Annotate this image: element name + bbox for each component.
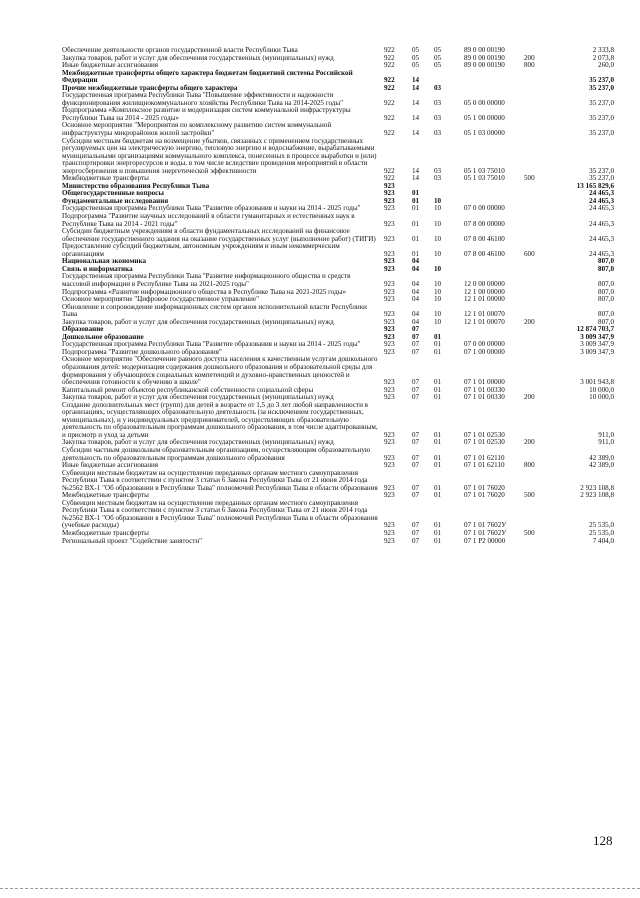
row-target-article: 12 1 01 00000 <box>464 295 505 304</box>
row-expense-type: 200 <box>524 53 535 62</box>
row-target-article: 05 1 00 00000 <box>464 113 505 122</box>
row-target-article: 07 8 00 00000 <box>464 219 505 228</box>
row-amount: 42 389,0 <box>589 453 614 462</box>
row-ved-code: 923 <box>384 204 395 213</box>
row-section-code: 07 <box>412 332 420 341</box>
row-section-code: 07 <box>412 521 420 530</box>
row-amount: 10 000,0 <box>589 385 614 394</box>
row-ved-code: 923 <box>384 385 395 394</box>
row-ved-code: 923 <box>384 461 395 470</box>
row-target-article: 07 1 01 76020 <box>464 483 505 492</box>
row-amount: 12 874 703,7 <box>576 325 614 334</box>
row-section-code: 07 <box>412 430 420 439</box>
row-subsection-code: 10 <box>434 287 442 296</box>
row-ved-code: 923 <box>384 279 395 288</box>
row-target-article: 07 0 00 00000 <box>464 340 505 349</box>
row-name: Межбюджетные трансферты общего характера бюджетам бюджетной системы Российской Федерации <box>62 68 353 85</box>
row-target-article: 07 1 01 62110 <box>464 461 505 470</box>
row-subsection-code: 01 <box>434 347 442 356</box>
row-amount: 24 465,3 <box>589 249 614 258</box>
row-ved-code: 922 <box>384 166 395 175</box>
row-target-article: 07 1 01 7602У <box>464 529 507 537</box>
row-name: Дошкольное образование <box>62 332 144 341</box>
row-section-code: 04 <box>412 310 420 319</box>
row-ved-code: 923 <box>384 430 395 439</box>
row-ved-code: 923 <box>384 317 395 326</box>
page-number: 128 <box>593 833 613 848</box>
table-row <box>62 402 614 440</box>
row-ved-code: 923 <box>384 219 395 228</box>
row-subsection-code: 01 <box>434 340 442 349</box>
row-ved-code: 923 <box>384 234 395 243</box>
row-subsection-code: 10 <box>434 279 442 288</box>
row-amount: 2 923 108,8 <box>580 491 614 500</box>
row-subsection-code: 01 <box>434 430 442 439</box>
row-expense-type: 500 <box>524 491 535 500</box>
row-name: Предоставление субсидий бюджетным, автономным учреждениям и иным некоммерческим организациям <box>62 242 340 258</box>
table-row <box>62 138 614 176</box>
row-subsection-code: 01 <box>434 332 442 341</box>
row-name: Межбюджетные трансферты <box>62 491 149 500</box>
row-amount: 911,0 <box>598 438 614 447</box>
row-amount: 25 535,0 <box>589 529 614 537</box>
row-section-code: 07 <box>412 385 420 394</box>
row-expense-type: 500 <box>524 529 535 537</box>
row-ved-code: 923 <box>384 521 395 530</box>
row-expense-type: 200 <box>524 393 535 402</box>
row-name: Закупка товаров, работ и услуг для обеспечения государственных (муниципальных) нужд <box>62 393 334 402</box>
row-amount: 35 237,0 <box>589 76 614 85</box>
row-ved-code: 923 <box>384 378 395 387</box>
row-amount: 13 165 829,6 <box>576 181 614 190</box>
row-subsection-code: 01 <box>434 461 442 470</box>
row-name: Закупка товаров, работ и услуг для обеспечения государственных (муниципальных) нужд <box>62 317 334 326</box>
row-target-article: 07 1 01 00330 <box>464 393 505 402</box>
row-subsection-code: 01 <box>434 393 442 402</box>
row-subsection-code: 10 <box>434 295 442 304</box>
row-section-code: 05 <box>412 61 420 70</box>
row-name: Иные бюджетные ассигнования <box>62 61 159 70</box>
row-section-code: 07 <box>412 453 420 462</box>
row-section-code: 07 <box>412 340 420 349</box>
row-ved-code: 922 <box>384 76 395 85</box>
row-target-article: 05 1 03 00000 <box>464 129 505 138</box>
row-amount: 911,0 <box>598 430 614 439</box>
table-row <box>62 243 614 258</box>
row-section-code: 07 <box>412 347 420 356</box>
row-section-code: 05 <box>412 46 420 54</box>
row-ved-code: 923 <box>384 536 395 545</box>
row-amount: 807,0 <box>598 279 614 288</box>
row-name: Подпрограмма «Комплексное развитие и модернизация систем коммунальной инфраструктуры Республики Тыва на 2014 - 2025 годы» <box>62 106 351 122</box>
row-amount: 807,0 <box>598 295 614 304</box>
row-amount: 10 000,0 <box>589 393 614 402</box>
row-ved-code: 922 <box>384 174 395 183</box>
row-amount: 3 009 347,9 <box>580 340 614 349</box>
row-target-article: 07 1 00 00000 <box>464 347 505 356</box>
row-amount: 2 073,8 <box>592 53 614 62</box>
row-name: Образование <box>62 325 104 334</box>
row-name: Субвенции местным бюджетам на осуществление переданных органам местного самоуправления Республики Тыва в соответствии с пунктом 3 статьи 6 Закона Республики Тыва от 21 июня 2014 года №2562 ВХ-1 "Об образовании в Республике Тыва" полномочий Республики Тыва в области образования <box>62 468 378 492</box>
row-expense-type: 200 <box>524 438 535 447</box>
row-amount: 2 333,8 <box>592 46 614 54</box>
row-amount: 807,0 <box>598 287 614 296</box>
table-row <box>62 356 614 386</box>
row-name: Фундаментальные исследования <box>62 196 169 205</box>
row-ved-code: 922 <box>384 129 395 138</box>
row-section-code: 07 <box>412 461 420 470</box>
table-row <box>62 258 614 266</box>
row-amount: 24 465,3 <box>589 204 614 213</box>
row-ved-code: 923 <box>384 196 395 205</box>
row-section-code: 01 <box>412 189 420 198</box>
row-section-code: 01 <box>412 234 420 243</box>
row-section-code: 01 <box>412 204 420 213</box>
row-name: Закупка товаров, работ и услуг для обеспечения государственных (муниципальных) нужд <box>62 53 334 62</box>
row-target-article: 07 1 01 00000 <box>464 378 505 387</box>
row-expense-type: 800 <box>524 61 535 70</box>
row-target-article: 07 1 01 02530 <box>464 438 505 447</box>
row-ved-code: 923 <box>384 529 395 537</box>
row-subsection-code: 10 <box>434 204 442 213</box>
row-name: Создание дополнительных мест (групп) для детей в возрасте от 1,5 до 3 лет любой направленности в организациях, осуществляющих образовательную деятельность (за исключением государственных, муниципальных), и у индивидуальных предпринимателей, осуществляющих образовательную деятельность по образовательным программам дошкольного образования, в том числе адаптированным, и присмотр и уход за детьми <box>62 400 378 439</box>
row-section-code: 01 <box>412 196 420 205</box>
row-target-article: 12 1 01 00070 <box>464 317 505 326</box>
row-ved-code: 923 <box>384 181 395 190</box>
row-amount: 35 237,0 <box>589 113 614 122</box>
row-amount: 807,0 <box>598 310 614 319</box>
row-ved-code: 923 <box>384 310 395 319</box>
row-ved-code: 923 <box>384 453 395 462</box>
row-ved-code: 923 <box>384 249 395 258</box>
row-subsection-code: 10 <box>434 310 442 319</box>
row-ved-code: 923 <box>384 340 395 349</box>
row-section-code: 07 <box>412 393 420 402</box>
row-amount: 25 535,0 <box>589 521 614 530</box>
row-name: Министерство образования Республики Тыва <box>62 181 210 190</box>
row-section-code: 07 <box>412 529 420 537</box>
row-subsection-code: 10 <box>434 234 442 243</box>
row-expense-type: 600 <box>524 249 535 258</box>
row-target-article: 89 0 00 00190 <box>464 46 505 54</box>
row-target-article: 05 0 00 00000 <box>464 98 505 107</box>
row-section-code: 07 <box>412 325 420 334</box>
row-ved-code: 923 <box>384 295 395 304</box>
row-subsection-code: 01 <box>434 521 442 530</box>
row-ved-code: 923 <box>384 491 395 500</box>
row-expense-type: 200 <box>524 317 535 326</box>
row-subsection-code: 01 <box>434 438 442 447</box>
row-subsection-code: 03 <box>434 129 442 138</box>
row-name: Закупка товаров, работ и услуг для обеспечения государственных (муниципальных) нужд <box>62 438 334 447</box>
row-section-code: 04 <box>412 264 420 273</box>
row-ved-code: 923 <box>384 257 395 266</box>
row-subsection-code: 01 <box>434 378 442 387</box>
row-subsection-code: 05 <box>434 53 442 62</box>
table-row <box>62 273 614 288</box>
row-amount: 3 001 943,8 <box>580 378 614 387</box>
row-name: Подпрограмма "Развитие дошкольного образования" <box>62 347 222 356</box>
row-expense-type: 500 <box>524 174 535 183</box>
footer-divider <box>0 888 640 889</box>
row-name: Основное мероприятие "Цифровое государственное управление" <box>62 295 260 304</box>
row-amount: 807,0 <box>598 264 614 273</box>
row-subsection-code: 10 <box>434 196 442 205</box>
row-target-article: 07 1 01 02530 <box>464 430 505 439</box>
row-section-code: 04 <box>412 279 420 288</box>
row-target-article: 07 1 01 76020 <box>464 491 505 500</box>
row-amount: 3 009 347,9 <box>580 347 614 356</box>
table-row <box>62 70 614 85</box>
row-name: Межбюджетные трансферты <box>62 174 149 183</box>
row-name: Капитальный ремонт объектов республиканской собственности социальной сферы <box>62 385 314 394</box>
row-section-code: 01 <box>412 249 420 258</box>
table-row <box>62 470 614 493</box>
row-target-article: 89 0 00 00190 <box>464 53 505 62</box>
row-section-code: 14 <box>412 76 420 85</box>
row-subsection-code: 03 <box>434 113 442 122</box>
row-name: Связь и информатика <box>62 264 133 273</box>
row-ved-code: 923 <box>384 347 395 356</box>
row-subsection-code: 01 <box>434 529 442 537</box>
row-name: Субсидии местным бюджетам на возмещение убытков, связанных с применением государственных регулируемых цен на электрическую энергию, тепловую энергию и водоснабжение, вырабатываемыми муниципальными организациями коммунального комплекса, понесенных в процессе выработки и (или) транспортировки энергоресурсов и воды, в том числе вследствие проведения мероприятий в области энергосбережения и повышения энергетической эффективности <box>62 136 377 175</box>
table-row <box>62 304 614 319</box>
row-amount: 35 237,0 <box>589 174 614 183</box>
row-section-code: 07 <box>412 378 420 387</box>
row-subsection-code: 01 <box>434 453 442 462</box>
row-amount: 24 465,3 <box>589 189 614 198</box>
row-amount: 35 237,0 <box>589 98 614 107</box>
row-amount: 35 237,0 <box>589 129 614 138</box>
row-target-article: 89 0 00 00190 <box>464 61 505 70</box>
row-ved-code: 923 <box>384 393 395 402</box>
row-section-code: 01 <box>412 219 420 228</box>
row-expense-type: 800 <box>524 461 535 470</box>
row-amount: 24 465,3 <box>589 219 614 228</box>
table-row <box>62 122 614 137</box>
row-ved-code: 922 <box>384 83 395 92</box>
row-section-code: 14 <box>412 166 420 175</box>
row-amount: 3 009 347,9 <box>580 332 614 341</box>
row-subsection-code: 01 <box>434 536 442 545</box>
row-section-code: 07 <box>412 483 420 492</box>
row-ved-code: 923 <box>384 189 395 198</box>
row-section-code: 04 <box>412 317 420 326</box>
table-row <box>62 319 614 327</box>
row-section-code: 05 <box>412 53 420 62</box>
budget-table <box>62 47 614 545</box>
row-name: Основное мероприятие "Мероприятия по комплексному развитию систем коммунальной инфраструктуры микрорайонов жилой застройки" <box>62 121 332 138</box>
row-name: Прочие межбюджетные трансферты общего характера <box>62 83 238 92</box>
row-section-code: 04 <box>412 257 420 266</box>
row-target-article: 07 8 00 46100 <box>464 234 505 243</box>
row-section-code: 14 <box>412 113 420 122</box>
row-target-article: 12 0 00 00000 <box>464 279 505 288</box>
row-name: Иные бюджетные ассигнования <box>62 461 159 470</box>
row-ved-code: 923 <box>384 264 395 273</box>
row-subsection-code: 03 <box>434 174 442 183</box>
row-name: Подпрограмма «Развитие информационного общества в Республике Тыва на 2021-2025 годы» <box>62 287 347 296</box>
row-name: Государственная программа Республики Тыва "Развитие информационного общества и средств массовой информации в Республике Тыва на 2021-2025 годы" <box>62 272 351 288</box>
row-ved-code: 922 <box>384 113 395 122</box>
table-row <box>62 447 614 462</box>
row-subsection-code: 01 <box>434 385 442 394</box>
table-row <box>62 92 614 107</box>
row-target-article: 07 1 Р2 00000 <box>464 536 506 545</box>
row-section-code: 07 <box>412 438 420 447</box>
row-target-article: 07 1 01 7602У <box>464 521 507 530</box>
row-section-code: 04 <box>412 287 420 296</box>
row-section-code: 14 <box>412 83 420 92</box>
row-target-article: 12 1 01 00070 <box>464 310 505 319</box>
row-ved-code: 922 <box>384 53 395 62</box>
row-name: Обновление и сопровождение информационных систем органов исполнительной власти Республики Тыва <box>62 302 367 319</box>
row-amount: 24 465,3 <box>589 234 614 243</box>
row-target-article: 07 8 00 46100 <box>464 249 505 258</box>
row-amount: 35 237,0 <box>589 166 614 175</box>
table-row <box>62 213 614 228</box>
row-name: Основное мероприятие "Обеспечение равного доступа населения к качественным услугам дошкольного образования детей: модернизация содержания дошкольного образования и образовательной среды для формирования у обучающихся социальных компетенций и духовно-нравственных ценностей и обеспечения готовности к обучению в школе" <box>62 355 378 387</box>
row-amount: 807,0 <box>598 257 614 266</box>
table-row <box>62 500 614 530</box>
row-target-article: 05 1 03 75010 <box>464 166 505 175</box>
row-subsection-code: 10 <box>434 249 442 258</box>
row-name: Субвенции местным бюджетам на осуществление переданных органам местного самоуправления Республики Тыва в соответствии с пунктом 3 статьи 6 Закона Республики Тыва от 21 июня 2014 года №2562 ВХ-1 "Об образовании в Республике Тыва" полномочий Республики Тыва в области образования (учебные расходы) <box>62 498 378 530</box>
row-subsection-code: 03 <box>434 98 442 107</box>
row-target-article: 12 1 00 00000 <box>464 287 505 296</box>
row-name: Государственная программа Республики Тыва "Развитие образования и науки на 2014 - 2025 годы" <box>62 204 361 213</box>
row-name: Обеспечение деятельности органов государственной власти Республики Тыва <box>62 46 298 54</box>
row-name: Подпрограмма "Развитие научных исследований в области гуманитарных и естественных наук в Республике Тыва на 2014 - 2021 годы" <box>62 212 355 228</box>
row-ved-code: 923 <box>384 483 395 492</box>
row-ved-code: 923 <box>384 438 395 447</box>
row-section-code: 04 <box>412 295 420 304</box>
row-subsection-code: 01 <box>434 491 442 500</box>
row-name: Межбюджетные трансферты <box>62 529 149 537</box>
table-row <box>62 228 614 243</box>
row-amount: 35 237,0 <box>589 83 614 92</box>
row-subsection-code: 10 <box>434 219 442 228</box>
row-name: Общегосударственные вопросы <box>62 189 164 198</box>
row-target-article: 07 1 01 62110 <box>464 453 505 462</box>
table-row <box>62 326 614 334</box>
row-section-code: 14 <box>412 174 420 183</box>
row-amount: 807,0 <box>598 317 614 326</box>
row-subsection-code: 03 <box>434 83 442 92</box>
row-ved-code: 923 <box>384 287 395 296</box>
row-ved-code: 922 <box>384 46 395 54</box>
table-row <box>62 107 614 122</box>
row-section-code: 07 <box>412 491 420 500</box>
table-row <box>62 538 614 546</box>
row-subsection-code: 05 <box>434 46 442 54</box>
row-amount: 24 465,3 <box>589 196 614 205</box>
row-subsection-code: 03 <box>434 166 442 175</box>
row-target-article: 05 1 03 75010 <box>464 174 505 183</box>
row-name: Национальная экономика <box>62 257 147 266</box>
row-name: Субсидии частным дошкольным образовательным организациям, осуществляющим образовательную деятельность по образовательным программам дошкольного образования <box>62 445 371 462</box>
row-section-code: 14 <box>412 129 420 138</box>
row-name: Субсидии бюджетным учреждениям в области фундаментальных исследований на финансовое обеспечение государственного задания на оказание государственных услуг (выполнение работ) (ТИГИ) <box>62 227 376 243</box>
row-amount: 7 404,0 <box>592 536 614 545</box>
row-ved-code: 923 <box>384 332 395 341</box>
row-name: Региональный проект "Содействие занятости" <box>62 536 203 545</box>
row-amount: 260,0 <box>598 61 614 70</box>
row-name: Государственная программа Республики Тыва "Развитие образования и науки на 2014 - 2025 годы" <box>62 340 361 349</box>
row-ved-code: 922 <box>384 98 395 107</box>
row-section-code: 14 <box>412 98 420 107</box>
row-target-article: 07 1 01 00330 <box>464 385 505 394</box>
row-subsection-code: 10 <box>434 317 442 326</box>
row-section-code: 07 <box>412 536 420 545</box>
row-subsection-code: 05 <box>434 61 442 70</box>
row-ved-code: 922 <box>384 61 395 70</box>
row-amount: 42 389,0 <box>589 461 614 470</box>
row-subsection-code: 01 <box>434 483 442 492</box>
row-subsection-code: 10 <box>434 264 442 273</box>
row-target-article: 07 0 00 00000 <box>464 204 505 213</box>
row-amount: 2 923 108,8 <box>580 483 614 492</box>
row-ved-code: 923 <box>384 325 395 334</box>
row-name: Государственная программа Республики Тыва "Повышение эффективности и надежности функционирования жилищнокоммунального хозяйства Республики Тыва на 2014-2025 годы" <box>62 91 344 107</box>
